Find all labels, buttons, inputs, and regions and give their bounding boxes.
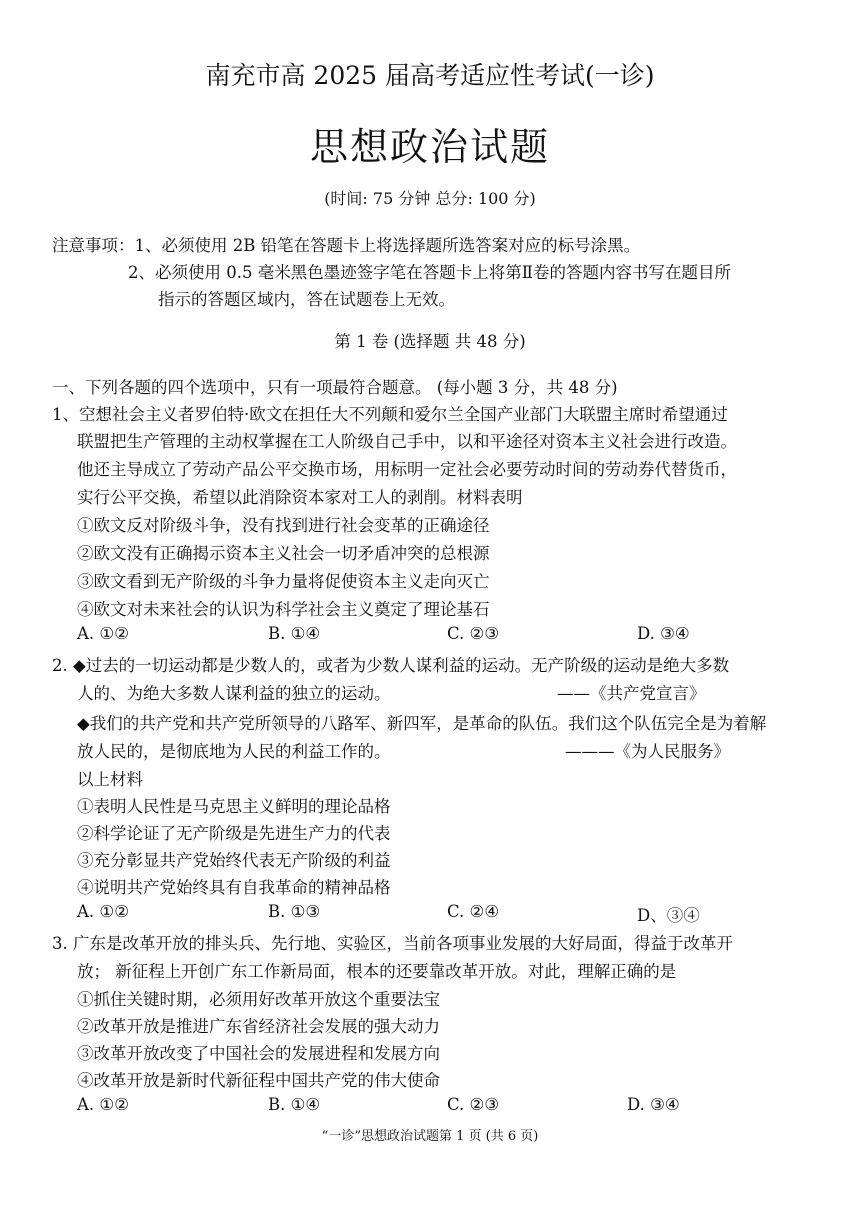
q2-statement-1: ①表明人民性是马克思主义鲜明的理论品格 <box>77 797 391 816</box>
q2-source-2: ———《为人民服务》 <box>565 742 730 761</box>
q1-statement-1: ①欧文反对阶级斗争，没有找到进行社会变革的正确途径 <box>77 516 490 535</box>
q2-statement-3: ③充分彰显共产党始终代表无产阶级的利益 <box>77 851 391 870</box>
note-line-2: 2、必须使用 0.5 毫米黑色墨迹签字笔在答题卡上将第Ⅱ卷的答题内容书写在题目所 <box>128 263 731 282</box>
q1-line-4: 实行公平交换，希望以此消除资本家对工人的剥削。材料表明 <box>77 488 523 507</box>
q1-statement-2: ②欧文没有正确揭示资本主义社会一切矛盾冲突的总根源 <box>77 544 490 563</box>
page-footer: “一诊”思想政治试题第 1 页 (共 6 页) <box>321 1129 539 1144</box>
q2-option-d: D、③④ <box>637 906 700 925</box>
q3-option-c: C. ②③ <box>447 1095 500 1114</box>
q2-statement-2: ②科学论证了无产阶级是先进生产力的代表 <box>77 824 391 843</box>
q3-option-a: A. ①② <box>77 1095 129 1114</box>
q3-statement-1: ①抓住关键时期，必须用好改革开放这个重要法宝 <box>77 990 440 1009</box>
q2-line-3: ◆我们的共产党和共产党所领导的八路军、新四军，是革命的队伍。我们这个队伍完全是为着解 <box>77 714 767 733</box>
q2-line-2: 人的、为绝大多数人谋利益的独立的运动。 <box>77 684 391 703</box>
q2-option-a: A. ①② <box>77 902 129 921</box>
q3-statement-2: ②改革开放是推进广东省经济社会发展的强大动力 <box>77 1017 440 1036</box>
q2-line-1: 2. ◆过去的一切运动都是少数人的，或者为少数人谋利益的运动。无产阶级的运动是绝大多数 <box>52 656 730 675</box>
q1-option-a: A. ①② <box>77 624 129 643</box>
q2-statement-4: ④说明共产党始终具有自我革命的精神品格 <box>77 878 391 897</box>
q1-option-b: B. ①④ <box>268 624 321 643</box>
q3-line-1: 3. 广东是改革开放的排头兵、先行地、实验区，当前各项事业发展的大好局面，得益于改革开 <box>52 934 733 953</box>
q1-statement-3: ③欧文看到无产阶级的斗争力量将促使资本主义走向灭亡 <box>77 572 490 591</box>
q3-statement-4: ④改革开放是新时代新征程中国共产党的伟大使命 <box>77 1071 440 1090</box>
note-line-3: 指示的答题区域内，答在试题卷上无效。 <box>158 290 455 309</box>
q1-line-2: 联盟把生产管理的主动权掌握在工人阶级自己手中，以和平途径对资本主义社会进行改造。 <box>77 432 737 451</box>
q2-line-5: 以上材料 <box>77 770 143 789</box>
q2-option-c: C. ②④ <box>447 902 500 921</box>
q2-line-4: 放人民的，是彻底地为人民的利益工作的。 <box>77 742 391 761</box>
q3-statement-3: ③改革开放改变了中国社会的发展进程和发展方向 <box>77 1044 440 1063</box>
q1-line-3: 他还主导成立了劳动产品公平交换市场，用标明一定社会必要劳动时间的劳动券代替货币， <box>77 460 737 479</box>
q3-option-d: D. ③④ <box>627 1095 680 1114</box>
note-line-1: 注意事项：1、必须使用 2B 铅笔在答题卡上将选择题所选答案对应的标号涂黑。 <box>52 236 641 255</box>
q1-option-d: D. ③④ <box>637 624 690 643</box>
q1-option-c: C. ②③ <box>447 624 500 643</box>
q3-line-2: 放； 新征程上开创广东工作新局面，根本的还要靠改革开放。对此，理解正确的是 <box>77 962 677 981</box>
q3-option-b: B. ①④ <box>268 1095 321 1114</box>
exam-subtitle: 南充市高 2025 届高考适应性考试(一诊) <box>205 61 655 90</box>
q2-option-b: B. ①③ <box>268 902 321 921</box>
q2-source-1: ——《共产党宣言》 <box>557 684 706 703</box>
q1-line-1: 1、空想社会主义者罗伯特·欧文在担任大不列颠和爱尔兰全国产业部门大联盟主席时希望通过 <box>52 405 728 424</box>
q1-statement-4: ④欧文对未来社会的认识为科学社会主义奠定了理论基石 <box>77 600 490 619</box>
part-heading: 一、下列各题的四个选项中，只有一项最符合题意。 (每小题 3 分，共 48 分) <box>52 378 618 397</box>
exam-title: 思想政治试题 <box>309 125 550 169</box>
exam-time-info: (时间: 75 分钟 总分: 100 分) <box>324 189 536 208</box>
section-title: 第 1 卷 (选择题 共 48 分) <box>334 332 526 351</box>
